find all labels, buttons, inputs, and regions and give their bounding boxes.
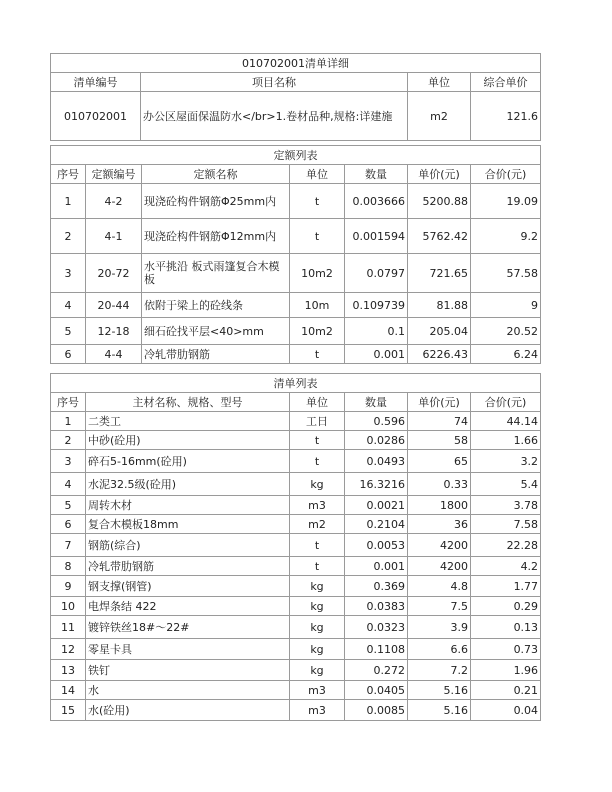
bill-total: 0.73 — [471, 639, 541, 660]
bill-header-unit: 单位 — [290, 393, 345, 412]
list-detail-table — [50, 53, 541, 141]
bill-unit: m2 — [290, 515, 345, 534]
bill-price: 7.5 — [408, 597, 471, 616]
bill-row — [51, 473, 541, 496]
bill-row — [51, 450, 541, 473]
bill-title: 清单列表 — [51, 374, 541, 393]
bill-qty: 0.369 — [345, 576, 408, 597]
bill-total: 44.14 — [471, 412, 541, 431]
bill-total: 22.28 — [471, 534, 541, 557]
bill-no: 6 — [51, 515, 86, 534]
quota-total: 57.58 — [471, 254, 541, 293]
quota-row — [51, 184, 541, 219]
quota-unit: t — [290, 184, 345, 219]
header-item-name: 项目名称 — [141, 73, 408, 92]
bill-row — [51, 534, 541, 557]
bill-unit: t — [290, 557, 345, 576]
bill-row — [51, 557, 541, 576]
bill-total: 4.2 — [471, 557, 541, 576]
bill-no: 3 — [51, 450, 86, 473]
bill-row — [51, 576, 541, 597]
quota-row — [51, 345, 541, 364]
quota-header-no: 序号 — [51, 165, 86, 184]
bill-name: 复合木模板18mm — [86, 515, 290, 534]
bill-name: 碎石5-16mm(砼用) — [86, 450, 290, 473]
bill-total: 3.78 — [471, 496, 541, 515]
quota-row — [51, 318, 541, 345]
bill-header-no: 序号 — [51, 393, 86, 412]
bill-qty: 0.272 — [345, 660, 408, 681]
bill-total: 5.4 — [471, 473, 541, 496]
quota-price: 5762.42 — [408, 219, 471, 254]
quota-header-unit: 单位 — [290, 165, 345, 184]
bill-no: 2 — [51, 431, 86, 450]
list-detail-row — [51, 92, 541, 141]
bill-price: 0.33 — [408, 473, 471, 496]
quota-header-price: 单价(元) — [408, 165, 471, 184]
bill-no: 4 — [51, 473, 86, 496]
bill-qty: 0.0085 — [345, 700, 408, 721]
bill-row — [51, 597, 541, 616]
quota-header-code: 定额编号 — [86, 165, 142, 184]
bill-row — [51, 681, 541, 700]
bill-total: 0.13 — [471, 616, 541, 639]
bill-unit: m3 — [290, 496, 345, 515]
bill-header-row — [51, 393, 541, 412]
bill-qty: 0.001 — [345, 557, 408, 576]
bill-name: 中砂(砼用) — [86, 431, 290, 450]
bill-name: 水 — [86, 681, 290, 700]
quota-price: 205.04 — [408, 318, 471, 345]
bill-no: 8 — [51, 557, 86, 576]
bill-row — [51, 700, 541, 721]
quota-qty: 0.001594 — [345, 219, 408, 254]
bill-total: 7.58 — [471, 515, 541, 534]
bill-name: 周转木材 — [86, 496, 290, 515]
bill-qty: 0.0383 — [345, 597, 408, 616]
bill-row — [51, 639, 541, 660]
bill-name: 水泥32.5级(砼用) — [86, 473, 290, 496]
bill-price: 4.8 — [408, 576, 471, 597]
quota-code: 4-4 — [86, 345, 142, 364]
bill-name: 钢支撑(钢管) — [86, 576, 290, 597]
quota-no: 4 — [51, 293, 86, 318]
bill-unit: t — [290, 431, 345, 450]
quota-price: 5200.88 — [408, 184, 471, 219]
quota-total: 9 — [471, 293, 541, 318]
bill-no: 9 — [51, 576, 86, 597]
bill-name: 镀锌铁丝18#～22# — [86, 616, 290, 639]
quota-name: 现浇砼构件钢筋Φ25mm内 — [142, 184, 290, 219]
bill-name: 电焊条结 422 — [86, 597, 290, 616]
list-code: 010702001 — [51, 92, 141, 141]
bill-price: 58 — [408, 431, 471, 450]
bill-qty: 0.0323 — [345, 616, 408, 639]
bill-qty: 0.0053 — [345, 534, 408, 557]
item-price: 121.6 — [471, 92, 541, 141]
bill-header-price: 单价(元) — [408, 393, 471, 412]
quota-no: 1 — [51, 184, 86, 219]
quota-unit: 10m — [290, 293, 345, 318]
quota-title: 定额列表 — [51, 146, 541, 165]
quota-qty: 0.001 — [345, 345, 408, 364]
bill-row — [51, 515, 541, 534]
bill-price: 5.16 — [408, 700, 471, 721]
bill-header-qty: 数量 — [345, 393, 408, 412]
bill-price: 1800 — [408, 496, 471, 515]
bill-qty: 0.0286 — [345, 431, 408, 450]
bill-unit: kg — [290, 576, 345, 597]
header-unit: 单位 — [408, 73, 471, 92]
list-detail-title: 010702001清单详细 — [51, 54, 541, 73]
quota-row — [51, 254, 541, 293]
bill-qty: 0.0021 — [345, 496, 408, 515]
quota-price: 721.65 — [408, 254, 471, 293]
bill-total: 0.04 — [471, 700, 541, 721]
bill-qty: 0.0493 — [345, 450, 408, 473]
bill-price: 5.16 — [408, 681, 471, 700]
quota-name: 细石砼找平层<40>mm — [142, 318, 290, 345]
bill-unit: kg — [290, 473, 345, 496]
list-detail-title-row — [51, 54, 541, 73]
bill-name: 钢筋(综合) — [86, 534, 290, 557]
quota-header-name: 定额名称 — [142, 165, 290, 184]
quota-no: 2 — [51, 219, 86, 254]
bill-no: 11 — [51, 616, 86, 639]
quota-code: 4-2 — [86, 184, 142, 219]
quota-header-qty: 数量 — [345, 165, 408, 184]
bill-price: 36 — [408, 515, 471, 534]
quota-name: 依附于梁上的砼线条 — [142, 293, 290, 318]
bill-unit: t — [290, 450, 345, 473]
quota-name: 现浇砼构件钢筋Φ12mm内 — [142, 219, 290, 254]
bill-no: 15 — [51, 700, 86, 721]
quota-unit: 10m2 — [290, 318, 345, 345]
quota-table — [50, 145, 541, 364]
bill-row — [51, 496, 541, 515]
quota-qty: 0.0797 — [345, 254, 408, 293]
quota-no: 5 — [51, 318, 86, 345]
bill-price: 4200 — [408, 534, 471, 557]
quota-unit: t — [290, 219, 345, 254]
bill-name: 零星卡具 — [86, 639, 290, 660]
quota-header-total: 合价(元) — [471, 165, 541, 184]
bill-no: 13 — [51, 660, 86, 681]
bill-total: 1.77 — [471, 576, 541, 597]
bill-table — [50, 373, 541, 721]
bill-qty: 0.1108 — [345, 639, 408, 660]
bill-row — [51, 616, 541, 639]
quota-code: 12-18 — [86, 318, 142, 345]
quota-code: 20-72 — [86, 254, 142, 293]
bill-total: 0.21 — [471, 681, 541, 700]
quota-qty: 0.003666 — [345, 184, 408, 219]
bill-qty: 0.596 — [345, 412, 408, 431]
bill-no: 5 — [51, 496, 86, 515]
quota-qty: 0.109739 — [345, 293, 408, 318]
item-unit: m2 — [408, 92, 471, 141]
header-list-code: 清单编号 — [51, 73, 141, 92]
quota-total: 6.24 — [471, 345, 541, 364]
bill-unit: kg — [290, 597, 345, 616]
bill-no: 7 — [51, 534, 86, 557]
quota-unit: 10m2 — [290, 254, 345, 293]
bill-price: 6.6 — [408, 639, 471, 660]
list-detail-header-row — [51, 73, 541, 92]
bill-total: 1.96 — [471, 660, 541, 681]
bill-qty: 0.0405 — [345, 681, 408, 700]
bill-qty: 0.2104 — [345, 515, 408, 534]
bill-header-total: 合价(元) — [471, 393, 541, 412]
bill-unit: kg — [290, 660, 345, 681]
bill-unit: 工日 — [290, 412, 345, 431]
quota-row — [51, 293, 541, 318]
quota-name: 冷轧带肋钢筋 — [142, 345, 290, 364]
quota-price: 6226.43 — [408, 345, 471, 364]
bill-unit: m3 — [290, 700, 345, 721]
quota-qty: 0.1 — [345, 318, 408, 345]
bill-unit: kg — [290, 616, 345, 639]
bill-qty: 16.3216 — [345, 473, 408, 496]
bill-no: 10 — [51, 597, 86, 616]
bill-no: 12 — [51, 639, 86, 660]
quota-code: 4-1 — [86, 219, 142, 254]
quota-total: 19.09 — [471, 184, 541, 219]
bill-total: 3.2 — [471, 450, 541, 473]
quota-price: 81.88 — [408, 293, 471, 318]
quota-no: 6 — [51, 345, 86, 364]
item-name: 办公区屋面保温防水</br>1.卷材品种,规格:详建施 — [141, 92, 408, 141]
quota-header-row — [51, 165, 541, 184]
quota-no: 3 — [51, 254, 86, 293]
bill-total: 0.29 — [471, 597, 541, 616]
bill-no: 1 — [51, 412, 86, 431]
bill-price: 74 — [408, 412, 471, 431]
quota-name: 水平挑沿 板式雨篷复合木模板 — [142, 254, 290, 293]
bill-row — [51, 431, 541, 450]
bill-no: 14 — [51, 681, 86, 700]
quota-total: 20.52 — [471, 318, 541, 345]
quota-unit: t — [290, 345, 345, 364]
bill-unit: m3 — [290, 681, 345, 700]
bill-row — [51, 412, 541, 431]
quota-title-row — [51, 146, 541, 165]
bill-name: 铁钉 — [86, 660, 290, 681]
quota-code: 20-44 — [86, 293, 142, 318]
bill-price: 65 — [408, 450, 471, 473]
quota-row — [51, 219, 541, 254]
bill-row — [51, 660, 541, 681]
header-unit-price: 综合单价 — [471, 73, 541, 92]
bill-unit: t — [290, 534, 345, 557]
bill-price: 7.2 — [408, 660, 471, 681]
bill-header-name: 主材名称、规格、型号 — [86, 393, 290, 412]
bill-total: 1.66 — [471, 431, 541, 450]
bill-price: 4200 — [408, 557, 471, 576]
quota-total: 9.2 — [471, 219, 541, 254]
bill-name: 二类工 — [86, 412, 290, 431]
bill-title-row — [51, 374, 541, 393]
bill-name: 水(砼用) — [86, 700, 290, 721]
bill-name: 冷轧带肋钢筋 — [86, 557, 290, 576]
bill-unit: kg — [290, 639, 345, 660]
bill-price: 3.9 — [408, 616, 471, 639]
